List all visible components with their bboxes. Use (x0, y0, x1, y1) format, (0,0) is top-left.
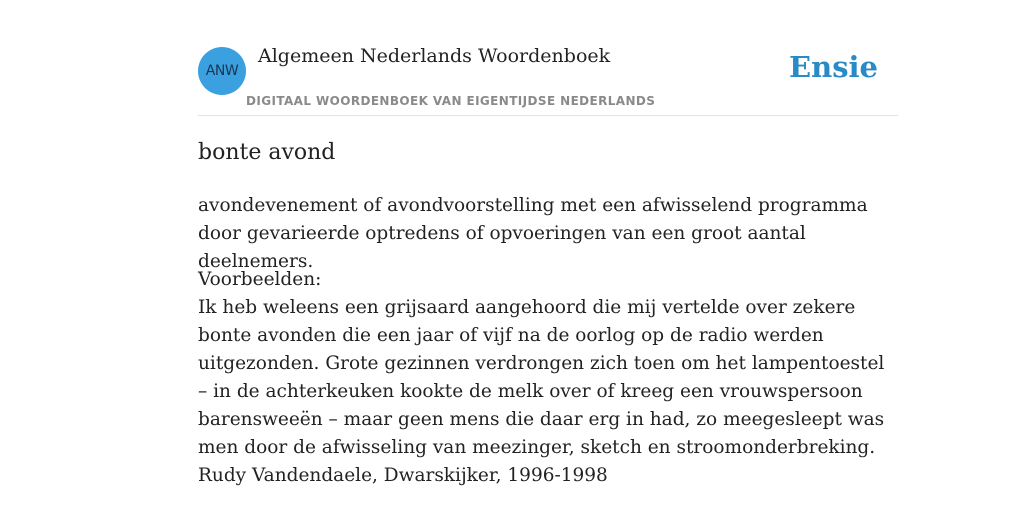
anw-logo[interactable] (198, 47, 246, 95)
logo-text: ANW (205, 63, 239, 79)
ensie-brand-link[interactable]: Ensie (789, 50, 878, 84)
entry-definition: avondevenement of avondvoorstelling met een afwisselend programma door gevarieerde optredens of opvoeringen van een groot aantal deelnemers. (198, 195, 868, 272)
entry-examples (198, 266, 898, 490)
site-subtitle: DIGITAAL WOORDENBOEK VAN EIGENTIJDSE NEDERLANDS (246, 94, 656, 108)
example-source: Rudy Vandendaele, Dwarskijker, 1996-1998 (198, 465, 608, 486)
entry-headword: bonte avond (198, 140, 336, 165)
examples-label: Voorbeelden: (198, 269, 322, 290)
site-title[interactable]: Algemeen Nederlands Woordenboek (258, 45, 611, 67)
example-text: Ik heb weleens een grijsaard aangehoord die mij vertelde over zekere bonte avonden die een jaar of vijf na de oorlog op de radio werden uitgezonden. Grote gezinnen verdrongen zich toen om het lampentoestel – in de achterkeuken kookte de melk over of kreeg een vrouwspersoon barensweeën – maar geen mens die daar erg in had, zo meegesleept was men door de afwisseling van meezinger, sketch en stroomonderbreking. (198, 297, 885, 458)
content-container (198, 0, 898, 486)
site-header (198, 0, 898, 116)
